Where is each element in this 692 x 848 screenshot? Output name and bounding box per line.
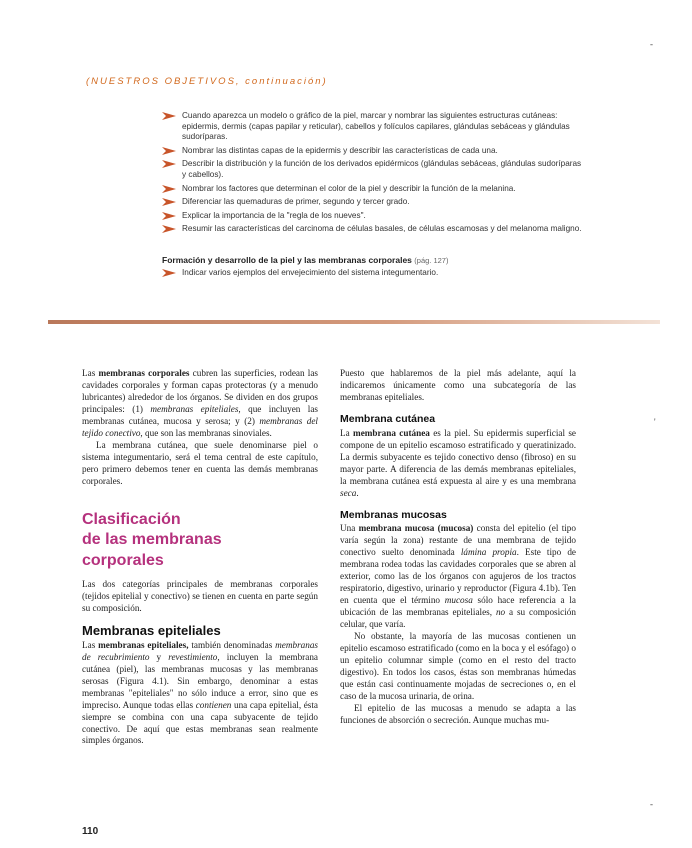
- objective-text: Indicar varios ejemplos del envejecimiento del sistema integumentario.: [182, 268, 439, 277]
- objective-item: [162, 211, 582, 222]
- objectives-list: [162, 111, 582, 238]
- objective-item: [162, 224, 582, 235]
- paragraph: Las dos categorías principales de membranas corporales (tejidos epitelial y conectivo) se tienen en cuenta en parte según su composición.: [82, 579, 318, 613]
- paragraph: La membrana cutánea, que suele denominarse piel o sistema integumentario, será el tema central de este capítulo, pero primero debemos tener en cuenta las demás membranas corporales.: [82, 439, 318, 486]
- objective-text: Cuando aparezca un modelo o gráfico de la piel, marcar y nombrar las siguientes estructuras cutáneas: epidermis, dermis (capas papilar y reticular), cabellos y folículos capilares, glándulas sebáceas y glándulas sudoríparas.: [182, 111, 570, 142]
- objective-item: [162, 111, 582, 143]
- paragraph: No obstante, la mayoría de las mucosas contienen un epitelio escamoso estratificado (como en la boca y el esófago) o un epitelio columnar simple (como en el resto del tracto digestivo). En todos los casos, éstas son membranas húmedas que están casi continuamente mojadas de secreciones o, en el caso de la mucosa urinaria, de orina.: [340, 631, 576, 701]
- arrow-bullet-icon: [162, 147, 176, 155]
- subsection-heading: Membrana cutánea: [340, 412, 436, 425]
- arrow-bullet-icon: [162, 185, 176, 193]
- arrow-bullet-icon: [162, 112, 176, 120]
- objectives-header: (NUESTROS OBJETIVOS, continuación): [86, 76, 328, 87]
- arrow-bullet-icon: [162, 160, 176, 168]
- right-column: [340, 368, 576, 727]
- paragraph: La membrana cutánea es la piel. Su epidermis superficial se compone de un epitelio escamoso estratificado y queratinizado. La dermis subyacente es tejido conectivo denso (fibroso) en su mayor parte. A diferencia de las demás membranas epiteliales, la membrana cutánea está expuesta al aire y es una membrana seca.: [340, 427, 577, 498]
- section-divider: [48, 320, 660, 324]
- crop-mark-middle: ': [654, 417, 656, 427]
- crop-mark-bottom: -: [650, 799, 653, 809]
- subsection-heading: Membranas mucosas: [340, 508, 447, 521]
- paragraph: Una membrana mucosa (mucosa) consta del epitelio (el tipo varía según la zona) restante de una membrana de tejido conectivo suelto denominada lámina propia. Este tipo de membrana rodea todas las cavidades corporales que se abren al exterior, como las de los órganos con agujeros de los tractos respiratorio, digestivo, urinario y reproductor (Figura 4.1b). Ten en cuenta que el término mucosa sólo hace referencia a la ubicación de las membranas epiteliales, no a su composición celular, que varía.: [340, 523, 576, 630]
- objective-item: [162, 268, 582, 279]
- objective-text: Resumir las características del carcinoma de células basales, de células escamosas y del melanoma maligno.: [182, 224, 582, 234]
- section-heading: Clasificación de las membranas corporales: [82, 510, 222, 569]
- arrow-bullet-icon: [162, 198, 176, 206]
- paragraph: Las membranas epiteliales, también denominadas membranas de recubrimiento y revestimiento, incluyen la membrana cutánea (piel), las membranas mucosas y las membranas serosas (Figura 4.1). Sin embargo, denominar a estas membranas "epiteliales" no sólo induce a error, sino que es impreciso. Aunque todas ellas contienen una capa epitelial, ésta siempre se combina con una capa subyacente de tejido conectivo. De aquí que estas membranas sean realmente simples órganos.: [82, 639, 319, 746]
- crop-mark-top: -: [650, 39, 653, 49]
- objectives-subheading: [162, 255, 592, 265]
- page-number: 110: [82, 826, 99, 837]
- paragraph: Puesto que hablaremos de la piel más adelante, aquí la indicaremos únicamente como una subcategoría de las membranas epiteliales.: [340, 368, 576, 402]
- objective-text: Nombrar los factores que determinan el color de la piel y describir la función de la melanina.: [182, 183, 516, 193]
- left-column: [82, 368, 318, 747]
- paragraph: El epitelio de las mucosas a menudo se adapta a las funciones de absorción o secreción. Aunque muchas mu-: [340, 702, 576, 725]
- objective-text: Explicar la importancia de la "regla de los nueves".: [182, 210, 366, 220]
- subsection-heading: Membranas epiteliales: [82, 622, 221, 638]
- arrow-bullet-icon: [162, 269, 176, 277]
- intro-paragraph: Las membranas corporales cubren las superficies, rodean las cavidades corporales y forman capas protectoras (y a menudo lubricantes) alrededor de los órganos. Se dividen en dos grupos principales: (1) membranas epiteliales, que incluyen las membranas cutánea, mucosa y serosa; y (2) membranas del tejido conectivo, que son las membranas sinoviales.: [82, 368, 319, 438]
- subheading-page-ref: (pág. 127): [414, 256, 449, 265]
- objective-item: [162, 197, 582, 208]
- objective-item: [162, 184, 582, 195]
- objective-text: Describir la distribución y la función de los derivados epidérmicos (glándulas sebáceas, glándulas sudoríparas y cabellos).: [182, 159, 582, 179]
- objective-text: Diferenciar las quemaduras de primer, segundo y tercer grado.: [182, 197, 410, 207]
- subheading-title: Formación y desarrollo de la piel y las membranas corporales: [162, 255, 412, 265]
- objectives-sub-list: [162, 268, 582, 279]
- arrow-bullet-icon: [162, 212, 176, 220]
- objective-item: [162, 159, 582, 180]
- objective-item: [162, 146, 582, 157]
- arrow-bullet-icon: [162, 225, 176, 233]
- objective-text: Nombrar las distintas capas de la epidermis y describir las características de cada una.: [182, 145, 498, 155]
